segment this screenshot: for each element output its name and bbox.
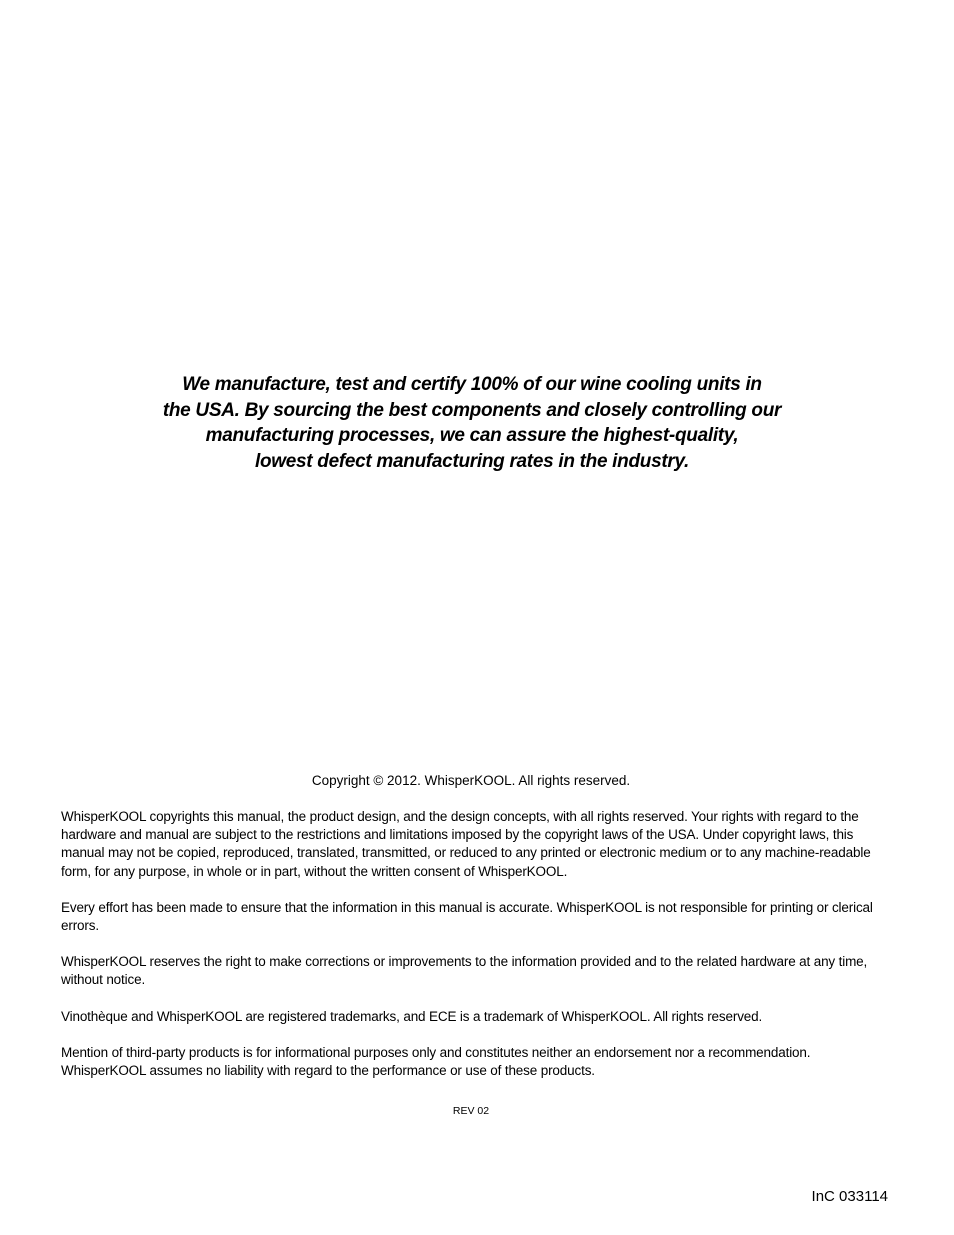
quality-statement-line: manufacturing processes, we can assure the highest-quality, — [205, 425, 739, 446]
document-code: InC 033114 — [811, 1188, 888, 1205]
quality-statement — [130, 372, 814, 474]
quality-statement-line: lowest defect manufacturing rates in the industry. — [254, 450, 690, 472]
quality-statement-line: the USA. By sourcing the best components and closely controlling our — [162, 399, 782, 421]
legal-paragraph-trademarks: Vinothèque and WhisperKOOL are registered trademarks, and ECE is a trademark of WhisperKOOL. All rights reserved. — [61, 1008, 763, 1024]
legal-paragraph-third-party: Mention of third-party products is for informational purposes only and constitutes neither an endorsement nor a recommendation. WhisperKOOL assumes no liability with regard to the performance or use of these products. — [61, 1044, 811, 1079]
quality-statement-line: We manufacture, test and certify 100% of our wine cooling units in — [182, 374, 762, 395]
copyright-notice: Copyright © 2012. WhisperKOOL. All rights reserved. — [311, 773, 631, 788]
legal-paragraph-copyright: WhisperKOOL copyrights this manual, the product design, and the design concepts, with all rights reserved. Your rights with regard to the hardware and manual are subject to the restrictions and limitations imposed by the copyright laws of the USA. Under copyright laws, this manual may not be copied, reproduced, translated, transmitted, or reduced to any printed or electronic medium or to any machine-readable form, for any purpose, in whole or in part, without the written consent of WhisperKOOL. — [61, 809, 871, 879]
legal-paragraph-corrections: WhisperKOOL reserves the right to make corrections or improvements to the information provided and to the related hardware at any time, without notice. — [61, 954, 868, 988]
legal-notice — [61, 808, 886, 1098]
revision-label: REV 02 — [452, 1105, 490, 1117]
legal-paragraph-accuracy: Every effort has been made to ensure that the information in this manual is accurate. WhisperKOOL is not responsible for printing or clerical errors. — [61, 899, 873, 934]
